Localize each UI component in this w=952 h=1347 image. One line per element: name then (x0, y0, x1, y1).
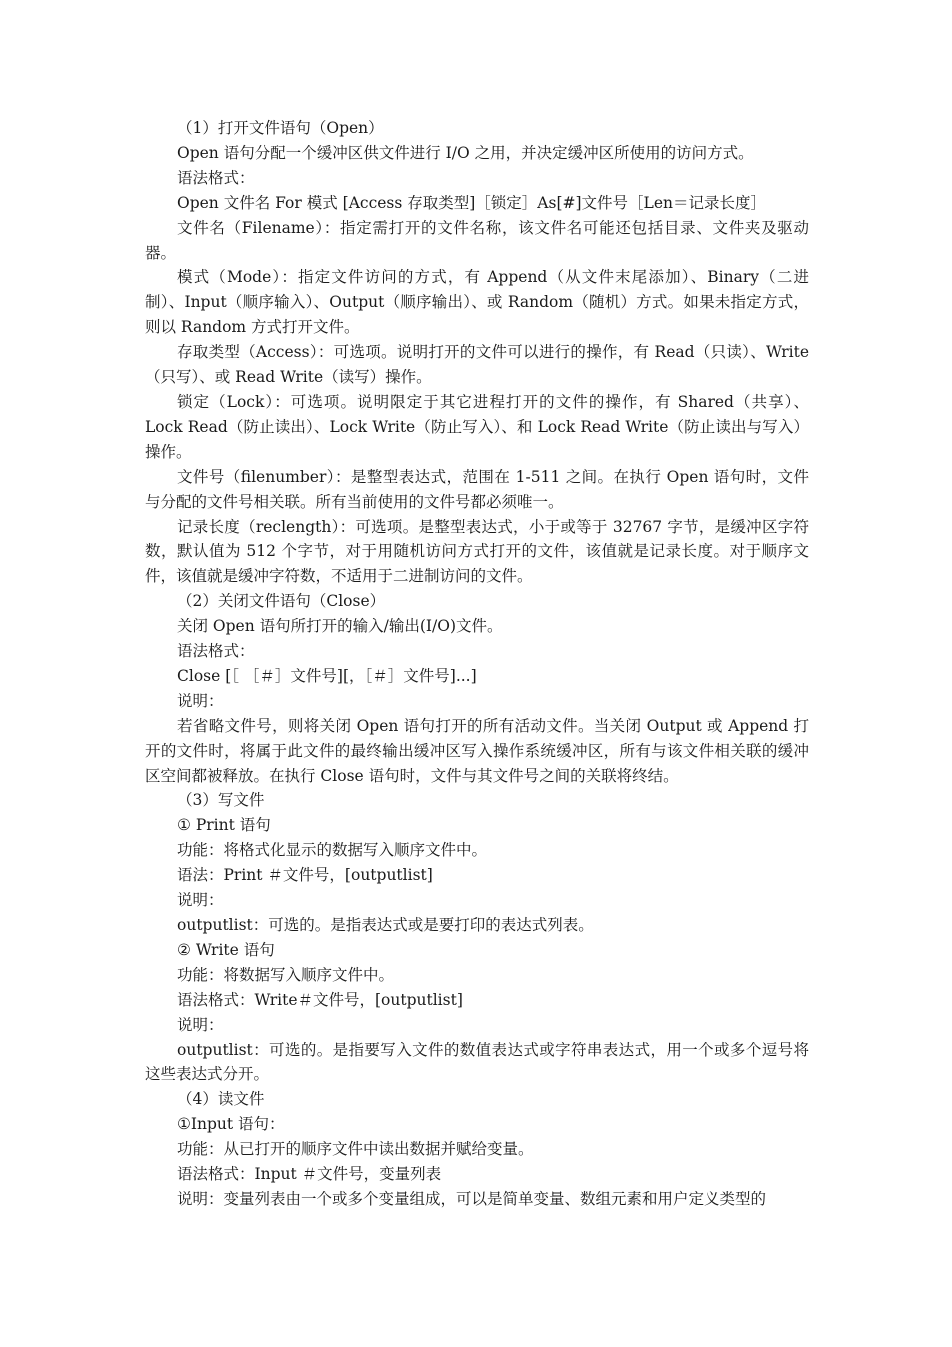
subheading-write: ② Write 语句 (177, 940, 275, 959)
syntax-label: 语法格式： (177, 642, 255, 661)
paragraph: 模式（Mode）：指定文件访问的方式，有 Append（从文件末尾添加）、Binary（二进制）、Input（顺序输入）、Output（顺序输出）、或 Random（随机）方式。如果未指定方式，则以 Random 方式打开文件。 (145, 268, 809, 337)
paragraph: 文件名（Filename）：指定需打开的文件名称，该文件名可能还包括目录、文件夹及驱动器。 (145, 218, 809, 262)
paragraph: 若省略文件号，则将关闭 Open 语句打开的所有活动文件。当关闭 Output 或 Append 打开的文件时，将属于此文件的最终输出缓冲区写入操作系统缓冲区，所有与该文件相关联的缓冲区空间都被释放。在执行 Close 语句时，文件与其文件号之间的关联将终结。 (145, 716, 809, 785)
heading-open-statement: （1）打开文件语句（Open） (177, 119, 384, 137)
syntax-line: 语法：Print ＃文件号，[outputlist] (177, 866, 433, 885)
note-label: 说明： (177, 691, 224, 710)
paragraph: outputlist：可选的。是指表达式或是要打印的表达式列表。 (177, 916, 594, 934)
syntax-line: 语法格式：Write＃文件号，[outputlist] (177, 990, 463, 1009)
heading-read-file: （4）读文件 (177, 1090, 265, 1109)
paragraph: 存取类型（Access）：可选项。说明打开的文件可以进行的操作，有 Read（只读）、Write（只写）、或 Read Write（读写）操作。 (145, 343, 809, 387)
paragraph: 文件号（filenumber）：是整型表达式，范围在 1-511 之间。在执行 Open 语句时，文件与分配的文件号相关联。所有当前使用的文件号都必须唯一。 (145, 467, 809, 511)
paragraph: 关闭 Open 语句所打开的输入/输出(I/O)文件。 (177, 617, 503, 636)
paragraph: Open 语句分配一个缓冲区供文件进行 I/O 之用，并决定缓冲区所使用的访问方式。 (177, 143, 754, 162)
syntax-line: Close [［ ［＃］文件号][，［＃］文件号]...] (177, 666, 477, 685)
document-page (145, 116, 809, 1212)
paragraph: 说明：变量列表由一个或多个变量组成，可以是简单变量、数组元素和用户定义类型的 (177, 1189, 767, 1208)
syntax-line: Open 文件名 For 模式 [Access 存取类型]［锁定］As[#]文件号［Len＝记录长度］ (177, 193, 766, 212)
syntax-label: 语法格式： (177, 168, 255, 187)
paragraph: outputlist：可选的。是指要写入文件的数值表达式或字符串表达式，用一个或多个逗号将这些表达式分开。 (145, 1040, 809, 1084)
paragraph: 功能：从已打开的顺序文件中读出数据并赋给变量。 (177, 1140, 534, 1159)
paragraph: 记录长度（reclength）：可选项。是整型表达式，小于或等于 32767 字节，是缓冲区字符数，默认值为 512 个字节，对于用随机访问方式打开的文件，该值就是记录长度。对于顺序文件，该值就是缓冲字符数，不适用于二进制访问的文件。 (145, 517, 809, 586)
paragraph: 锁定（Lock）：可选项。说明限定于其它进程打开的文件的操作，有 Shared（共享）、Lock Read（防止读出）、Lock Write（防止写入）、和 Lock Read Write（防止读出与写入）操作。 (145, 392, 809, 461)
subheading-input: ①Input 语句： (177, 1115, 285, 1134)
note-label: 说明： (177, 891, 224, 910)
syntax-line: 语法格式：Input ＃文件号，变量列表 (177, 1165, 442, 1184)
note-label: 说明： (177, 1015, 224, 1034)
heading-close-statement: （2）关闭文件语句（Close） (177, 592, 386, 611)
paragraph: 功能：将格式化显示的数据写入顺序文件中。 (177, 841, 488, 860)
subheading-print: ① Print 语句 (177, 816, 271, 835)
heading-write-file: （3）写文件 (177, 791, 265, 810)
paragraph: 功能：将数据写入顺序文件中。 (177, 965, 395, 984)
